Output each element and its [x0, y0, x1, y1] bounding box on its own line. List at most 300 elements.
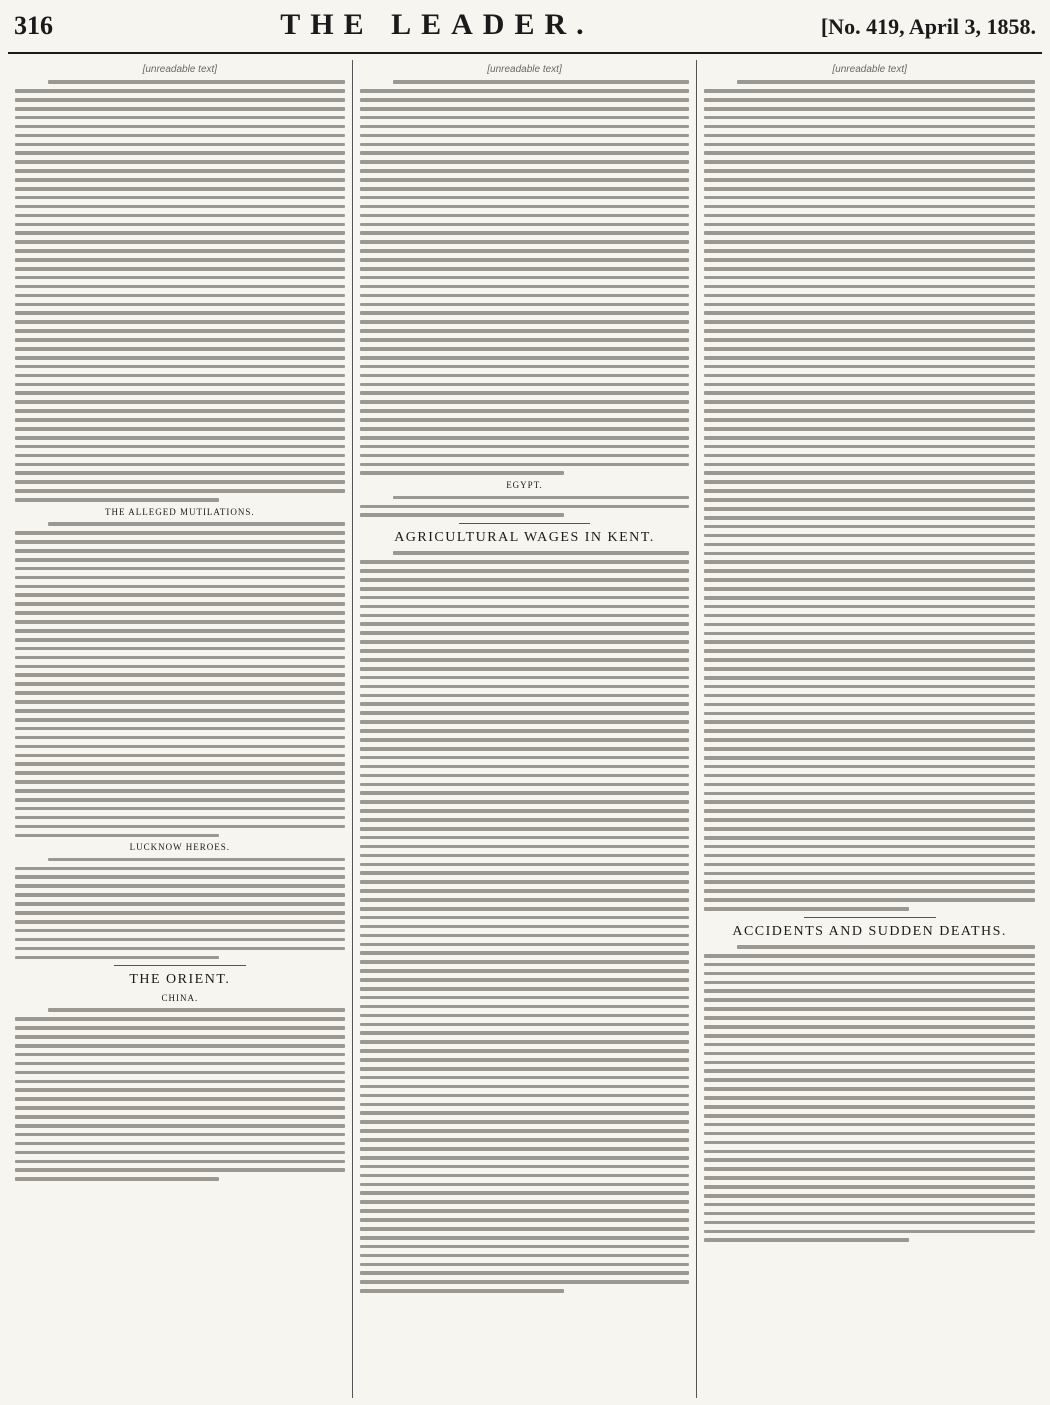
- text-line-placeholder: [360, 631, 690, 635]
- text-line-placeholder: [15, 329, 345, 333]
- text-line-placeholder: [704, 989, 1035, 993]
- text-line-placeholder: [704, 1123, 1035, 1127]
- text-line-placeholder: [360, 791, 690, 795]
- text-line-placeholder: [15, 365, 345, 369]
- text-line-placeholder: [704, 827, 1035, 831]
- text-line-placeholder: [15, 807, 345, 811]
- text-line-placeholder: [360, 445, 690, 449]
- text-line-placeholder: [15, 178, 345, 182]
- placeholder-notice: [unreadable text]: [832, 64, 907, 75]
- text-line-placeholder: [704, 356, 1035, 360]
- text-line-placeholder: [704, 783, 1035, 787]
- text-line-placeholder: [15, 303, 345, 307]
- text-line-placeholder: [360, 711, 690, 715]
- text-line-placeholder: [360, 418, 690, 422]
- text-line-placeholder: [15, 1151, 345, 1155]
- section-rule: [114, 965, 246, 966]
- text-line-placeholder: [15, 1115, 345, 1119]
- text-line-placeholder: [704, 998, 1035, 1002]
- text-line-placeholder: [15, 285, 345, 289]
- text-line-placeholder: [704, 623, 1035, 627]
- text-line-placeholder: [15, 638, 345, 642]
- text-line-placeholder: [360, 276, 690, 280]
- text-line-placeholder: [704, 756, 1035, 760]
- text-block: [360, 551, 690, 1293]
- text-line-placeholder: [15, 585, 345, 589]
- text-line-placeholder: [360, 978, 690, 982]
- text-line-placeholder: [704, 525, 1035, 529]
- text-line-placeholder: [704, 632, 1035, 636]
- text-line-placeholder: [15, 902, 345, 906]
- text-line-placeholder: [15, 169, 345, 173]
- text-line-placeholder: [704, 169, 1035, 173]
- text-line-placeholder: [15, 391, 345, 395]
- text-line-placeholder: [704, 954, 1035, 958]
- text-line-placeholder: [15, 593, 345, 597]
- text-line-placeholder: [360, 1049, 690, 1053]
- text-line-placeholder: [15, 125, 345, 129]
- text-line-placeholder: [15, 558, 345, 562]
- text-line-placeholder: [360, 907, 690, 911]
- text-line-placeholder: [704, 1105, 1035, 1109]
- column-2: [353, 60, 698, 1398]
- text-line-placeholder: [48, 1008, 345, 1012]
- text-line-placeholder: [360, 1058, 690, 1062]
- text-line-placeholder: [15, 682, 345, 686]
- text-line-placeholder: [704, 160, 1035, 164]
- text-line-placeholder: [360, 285, 690, 289]
- text-line-placeholder: [15, 576, 345, 580]
- text-line-placeholder: [360, 178, 690, 182]
- text-line-placeholder: [15, 1071, 345, 1075]
- text-line-placeholder: [360, 969, 690, 973]
- text-line-placeholder: [360, 622, 690, 626]
- text-line-placeholder: [704, 285, 1035, 289]
- text-line-placeholder: [704, 1158, 1035, 1162]
- text-line-placeholder: [15, 745, 345, 749]
- text-line-placeholder: [360, 560, 690, 564]
- text-line-placeholder: [360, 214, 690, 218]
- text-line-placeholder: [704, 1043, 1035, 1047]
- text-line-placeholder: [15, 107, 345, 111]
- text-line-placeholder: [704, 605, 1035, 609]
- text-line-placeholder: [360, 513, 564, 517]
- text-line-placeholder: [704, 560, 1035, 564]
- text-line-placeholder: [360, 1271, 690, 1275]
- text-line-placeholder: [704, 427, 1035, 431]
- text-line-placeholder: [15, 498, 219, 502]
- text-line-placeholder: [15, 709, 345, 713]
- text-line-placeholder: [704, 543, 1035, 547]
- text-line-placeholder: [704, 143, 1035, 147]
- text-line-placeholder: [15, 418, 345, 422]
- text-line-placeholder: [360, 960, 690, 964]
- text-line-placeholder: [15, 929, 345, 933]
- text-line-placeholder: [360, 943, 690, 947]
- text-line-placeholder: [15, 1053, 345, 1057]
- text-line-placeholder: [15, 956, 219, 960]
- text-line-placeholder: [15, 196, 345, 200]
- text-line-placeholder: [704, 471, 1035, 475]
- text-line-placeholder: [15, 89, 345, 93]
- text-line-placeholder: [360, 925, 690, 929]
- text-line-placeholder: [360, 605, 690, 609]
- text-line-placeholder: [360, 383, 690, 387]
- text-line-placeholder: [15, 1044, 345, 1048]
- section-heading: THE ORIENT.: [129, 972, 231, 988]
- text-line-placeholder: [15, 691, 345, 695]
- text-line-placeholder: [360, 294, 690, 298]
- text-line-placeholder: [704, 107, 1035, 111]
- text-line-placeholder: [360, 1085, 690, 1089]
- text-line-placeholder: [704, 1096, 1035, 1100]
- text-line-placeholder: [360, 1263, 690, 1267]
- text-line-placeholder: [704, 320, 1035, 324]
- text-line-placeholder: [704, 1221, 1035, 1225]
- text-line-placeholder: [360, 667, 690, 671]
- text-line-placeholder: [360, 1289, 564, 1293]
- text-line-placeholder: [737, 80, 1035, 84]
- text-line-placeholder: [360, 89, 690, 93]
- text-line-placeholder: [704, 223, 1035, 227]
- text-line-placeholder: [360, 738, 690, 742]
- text-block: [15, 858, 345, 959]
- text-line-placeholder: [360, 916, 690, 920]
- text-line-placeholder: [15, 938, 345, 942]
- text-line-placeholder: [15, 383, 345, 387]
- text-line-placeholder: [704, 1141, 1035, 1145]
- text-line-placeholder: [360, 249, 690, 253]
- text-line-placeholder: [15, 611, 345, 615]
- text-line-placeholder: [360, 1174, 690, 1178]
- text-line-placeholder: [15, 1160, 345, 1164]
- text-line-placeholder: [704, 854, 1035, 858]
- text-line-placeholder: [360, 160, 690, 164]
- text-line-placeholder: [704, 294, 1035, 298]
- text-line-placeholder: [704, 534, 1035, 538]
- text-line-placeholder: [704, 391, 1035, 395]
- text-line-placeholder: [360, 143, 690, 147]
- text-line-placeholder: [15, 531, 345, 535]
- text-line-placeholder: [360, 756, 690, 760]
- text-line-placeholder: [704, 898, 1035, 902]
- text-line-placeholder: [15, 620, 345, 624]
- text-line-placeholder: [704, 1052, 1035, 1056]
- text-line-placeholder: [15, 249, 345, 253]
- text-line-placeholder: [360, 151, 690, 155]
- text-line-placeholder: [360, 1200, 690, 1204]
- text-line-placeholder: [360, 596, 690, 600]
- text-line-placeholder: [704, 587, 1035, 591]
- text-line-placeholder: [360, 1254, 690, 1258]
- text-line-placeholder: [704, 1203, 1035, 1207]
- text-line-placeholder: [15, 1106, 345, 1110]
- text-line-placeholder: [360, 996, 690, 1000]
- text-line-placeholder: [15, 789, 345, 793]
- text-line-placeholder: [360, 205, 690, 209]
- text-line-placeholder: [360, 880, 690, 884]
- text-line-placeholder: [15, 762, 345, 766]
- text-line-placeholder: [360, 587, 690, 591]
- text-line-placeholder: [704, 231, 1035, 235]
- text-line-placeholder: [360, 1111, 690, 1115]
- text-line-placeholder: [704, 981, 1035, 985]
- text-line-placeholder: [360, 471, 564, 475]
- text-line-placeholder: [360, 889, 690, 893]
- text-line-placeholder: [360, 729, 690, 733]
- text-line-placeholder: [704, 303, 1035, 307]
- text-line-placeholder: [15, 718, 345, 722]
- text-line-placeholder: [360, 454, 690, 458]
- text-line-placeholder: [15, 647, 345, 651]
- text-line-placeholder: [15, 1017, 345, 1021]
- text-line-placeholder: [704, 205, 1035, 209]
- text-block: [360, 496, 690, 517]
- text-line-placeholder: [360, 505, 690, 509]
- text-line-placeholder: [704, 552, 1035, 556]
- text-line-placeholder: [15, 311, 345, 315]
- text-line-placeholder: [704, 267, 1035, 271]
- text-line-placeholder: [360, 809, 690, 813]
- text-line-placeholder: [48, 522, 345, 526]
- text-line-placeholder: [360, 1147, 690, 1151]
- text-line-placeholder: [704, 1087, 1035, 1091]
- text-line-placeholder: [704, 1069, 1035, 1073]
- text-line-placeholder: [704, 809, 1035, 813]
- text-line-placeholder: [360, 1040, 690, 1044]
- text-line-placeholder: [15, 816, 345, 820]
- text-line-placeholder: [704, 498, 1035, 502]
- text-line-placeholder: [360, 303, 690, 307]
- column-1: [8, 60, 353, 1398]
- text-line-placeholder: [704, 151, 1035, 155]
- text-line-placeholder: [360, 1005, 690, 1009]
- text-line-placeholder: [360, 347, 690, 351]
- text-line-placeholder: [704, 214, 1035, 218]
- text-line-placeholder: [360, 107, 690, 111]
- text-line-placeholder: [15, 1080, 345, 1084]
- text-line-placeholder: [360, 1183, 690, 1187]
- text-line-placeholder: [48, 80, 345, 84]
- text-line-placeholder: [704, 614, 1035, 618]
- text-line-placeholder: [704, 489, 1035, 493]
- text-line-placeholder: [704, 818, 1035, 822]
- page-number: 316: [14, 11, 53, 40]
- text-line-placeholder: [15, 798, 345, 802]
- text-line-placeholder: [360, 863, 690, 867]
- text-line-placeholder: [15, 825, 345, 829]
- text-line-placeholder: [15, 673, 345, 677]
- text-line-placeholder: [704, 178, 1035, 182]
- text-line-placeholder: [704, 712, 1035, 716]
- text-line-placeholder: [360, 578, 690, 582]
- text-line-placeholder: [360, 951, 690, 955]
- text-line-placeholder: [360, 1076, 690, 1080]
- text-line-placeholder: [360, 463, 690, 467]
- text-line-placeholder: [704, 729, 1035, 733]
- text-line-placeholder: [15, 884, 345, 888]
- text-line-placeholder: [704, 338, 1035, 342]
- text-line-placeholder: [704, 1176, 1035, 1180]
- text-line-placeholder: [15, 1142, 345, 1146]
- text-line-placeholder: [704, 1212, 1035, 1216]
- text-line-placeholder: [15, 463, 345, 467]
- text-line-placeholder: [704, 125, 1035, 129]
- text-line-placeholder: [360, 320, 690, 324]
- text-line-placeholder: [704, 98, 1035, 102]
- text-line-placeholder: [360, 694, 690, 698]
- text-line-placeholder: [360, 116, 690, 120]
- text-line-placeholder: [360, 1209, 690, 1213]
- column-3: [697, 60, 1042, 1398]
- text-line-placeholder: [704, 258, 1035, 262]
- text-line-placeholder: [15, 1088, 345, 1092]
- text-line-placeholder: [360, 765, 690, 769]
- text-line-placeholder: [15, 143, 345, 147]
- text-line-placeholder: [393, 80, 690, 84]
- text-line-placeholder: [360, 1094, 690, 1098]
- text-line-placeholder: [15, 1133, 345, 1137]
- section-subheading: LUCKNOW HEROES.: [129, 842, 230, 853]
- text-line-placeholder: [704, 738, 1035, 742]
- text-line-placeholder: [704, 963, 1035, 967]
- text-line-placeholder: [360, 125, 690, 129]
- text-line-placeholder: [704, 569, 1035, 573]
- text-line-placeholder: [704, 516, 1035, 520]
- text-line-placeholder: [15, 347, 345, 351]
- text-line-placeholder: [704, 1238, 909, 1242]
- text-line-placeholder: [704, 1034, 1035, 1038]
- text-line-placeholder: [704, 1007, 1035, 1011]
- text-line-placeholder: [704, 436, 1035, 440]
- text-line-placeholder: [15, 454, 345, 458]
- text-line-placeholder: [360, 827, 690, 831]
- text-line-placeholder: [360, 1218, 690, 1222]
- text-block: [15, 80, 345, 501]
- text-line-placeholder: [360, 187, 690, 191]
- text-line-placeholder: [15, 223, 345, 227]
- text-line-placeholder: [737, 945, 1035, 949]
- text-line-placeholder: [360, 658, 690, 662]
- text-line-placeholder: [360, 1014, 690, 1018]
- text-line-placeholder: [704, 365, 1035, 369]
- text-line-placeholder: [704, 578, 1035, 582]
- newspaper-title: THE LEADER.: [280, 8, 594, 41]
- text-line-placeholder: [704, 836, 1035, 840]
- text-line-placeholder: [15, 98, 345, 102]
- text-line-placeholder: [15, 489, 345, 493]
- text-line-placeholder: [704, 507, 1035, 511]
- text-line-placeholder: [704, 347, 1035, 351]
- text-line-placeholder: [15, 214, 345, 218]
- text-line-placeholder: [15, 187, 345, 191]
- text-line-placeholder: [360, 223, 690, 227]
- text-line-placeholder: [360, 871, 690, 875]
- text-line-placeholder: [360, 1191, 690, 1195]
- text-line-placeholder: [15, 267, 345, 271]
- text-line-placeholder: [15, 409, 345, 413]
- text-line-placeholder: [360, 329, 690, 333]
- text-line-placeholder: [15, 240, 345, 244]
- text-line-placeholder: [360, 836, 690, 840]
- text-block: [360, 80, 690, 475]
- text-line-placeholder: [48, 858, 345, 862]
- text-line-placeholder: [15, 549, 345, 553]
- text-line-placeholder: [360, 231, 690, 235]
- text-line-placeholder: [360, 934, 690, 938]
- text-line-placeholder: [704, 747, 1035, 751]
- text-line-placeholder: [15, 867, 345, 871]
- text-line-placeholder: [15, 294, 345, 298]
- text-line-placeholder: [15, 400, 345, 404]
- text-line-placeholder: [704, 676, 1035, 680]
- text-line-placeholder: [360, 898, 690, 902]
- text-line-placeholder: [360, 987, 690, 991]
- text-line-placeholder: [704, 418, 1035, 422]
- text-line-placeholder: [360, 783, 690, 787]
- text-line-placeholder: [704, 1114, 1035, 1118]
- text-line-placeholder: [704, 1132, 1035, 1136]
- text-line-placeholder: [15, 320, 345, 324]
- text-line-placeholder: [15, 356, 345, 360]
- text-line-placeholder: [704, 1061, 1035, 1065]
- text-line-placeholder: [360, 702, 690, 706]
- text-line-placeholder: [15, 1026, 345, 1030]
- text-line-placeholder: [704, 1167, 1035, 1171]
- text-line-placeholder: [704, 480, 1035, 484]
- text-block: [15, 522, 345, 837]
- text-line-placeholder: [15, 160, 345, 164]
- text-line-placeholder: [704, 774, 1035, 778]
- text-line-placeholder: [360, 1280, 690, 1284]
- text-line-placeholder: [360, 427, 690, 431]
- text-line-placeholder: [704, 445, 1035, 449]
- text-line-placeholder: [360, 774, 690, 778]
- text-line-placeholder: [704, 249, 1035, 253]
- text-line-placeholder: [704, 383, 1035, 387]
- text-line-placeholder: [15, 700, 345, 704]
- section-subheading: EGYPT.: [506, 480, 543, 491]
- text-line-placeholder: [360, 1227, 690, 1231]
- text-line-placeholder: [360, 1067, 690, 1071]
- text-line-placeholder: [704, 463, 1035, 467]
- text-line-placeholder: [704, 1185, 1035, 1189]
- text-line-placeholder: [15, 1124, 345, 1128]
- text-line-placeholder: [704, 667, 1035, 671]
- text-line-placeholder: [15, 1035, 345, 1039]
- text-line-placeholder: [704, 872, 1035, 876]
- text-line-placeholder: [704, 1230, 1035, 1234]
- text-line-placeholder: [15, 205, 345, 209]
- text-line-placeholder: [360, 365, 690, 369]
- text-line-placeholder: [360, 1236, 690, 1240]
- text-line-placeholder: [393, 496, 690, 500]
- text-line-placeholder: [360, 1165, 690, 1169]
- issue-line: [No. 419, April 3, 1858.: [820, 14, 1036, 39]
- text-line-placeholder: [15, 727, 345, 731]
- text-line-placeholder: [360, 1031, 690, 1035]
- text-line-placeholder: [704, 240, 1035, 244]
- text-line-placeholder: [360, 98, 690, 102]
- text-line-placeholder: [360, 1156, 690, 1160]
- section-rule: [804, 917, 936, 918]
- section-subheading: CHINA.: [161, 993, 199, 1004]
- text-line-placeholder: [360, 569, 690, 573]
- section-subheading: THE ALLEGED MUTILATIONS.: [104, 507, 255, 518]
- text-line-placeholder: [704, 1194, 1035, 1198]
- text-line-placeholder: [704, 329, 1035, 333]
- text-line-placeholder: [360, 747, 690, 751]
